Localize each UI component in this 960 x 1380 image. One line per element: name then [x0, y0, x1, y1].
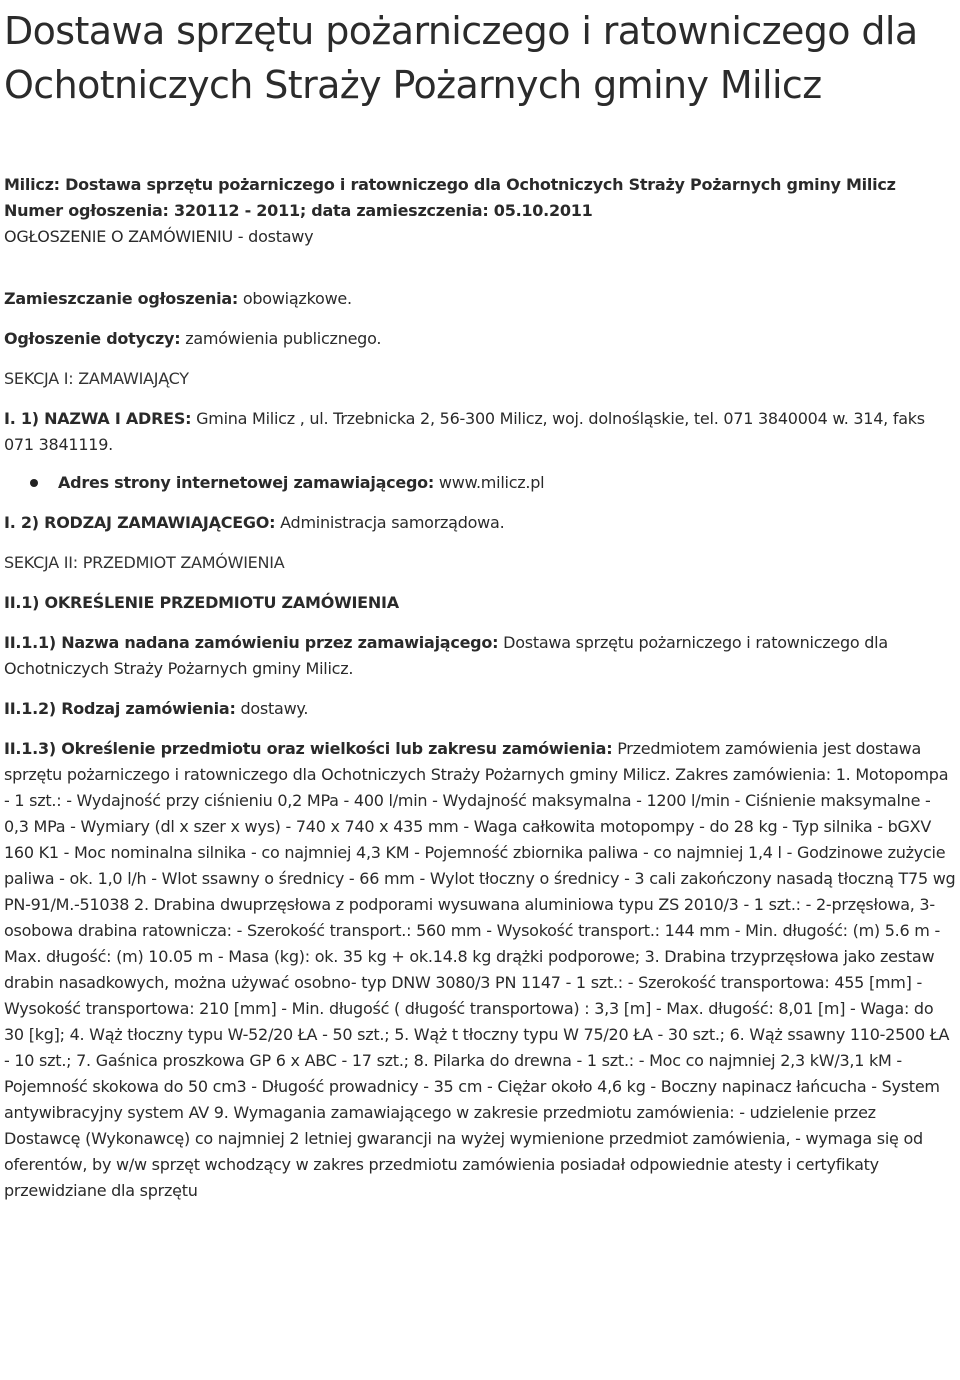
order-scope-value: Przedmiotem zamówienia jest dostawa sprzętu pożarniczego i ratowniczego dla Ochotniczych Straży Pożarnych gminy Milicz. Zakres zamówienia: 1. Motopompa - 1 szt.: - Wydajność przy ciśnieniu 0,2 MPa - 400 l/min - Wydajność maksymalna - 1200 l/min - Ciśnienie maksymalne - 0,3 MPa - Wymiary (dl x szer x wys) - 740 x 740 x 435 mm - Waga całkowita motopompy - do 28 kg - Typ silnika - bGXV 160 K1 - Moc nominalna silnika - co najmniej 4,3 KM - Pojemność zbiornika paliwa - co najmniej 1,4 l - Godzinowe zużycie paliwa - ok. 1,0 l/h - Wlot ssawny o średnicy - 66 mm - Wylot tłoczny o średnicy - 3 cali zakończony nasadą tłoczną T75 wg PN-91/M.-51038 2. Drabina dwuprzęsłowa z podporami wysuwana aluminiowa typu ZS 2010/3 - 1 szt.: - 2-przęsłowa, 3-osobowa drabina ratownicza: - Szerokość transport.: 560 mm - Wysokość transport.: 144 mm - Min. długość: (m) 5.6 m - Max. długość: (m) 10.05 m - Masa (kg): ok. 35 kg + ok.14.8 kg drążki podporowe; 3. Drabina trzyprzęsłowa jako zestaw drabin nasadkowych, można używać osobno- typ DNW 3080/3 PN 1147 - 1 szt.: - Szerokość transportowa: 455 [mm] - Wysokość transportowa: 210 [mm] - Min. długość ( długość transportowa) : 3,3 [m] - Max. długość: 8,01 [m] - Waga: do 30 [kg]; 4. Wąż tłoczny typu W-52/20 ŁA - 50 szt.; 5. Wąż t tłoczny typu W 75/20 ŁA - 30 szt.; 6. Wąż ssawny 110-2500 ŁA - 10 szt.; 7. Gaśnica proszkowa GP 6 x ABC - 17 szt.; 8. Pilarka do drewna - 1 szt.: - Moc co najmniej 2,3 kW/3,1 kM - Pojemność skokowa do 50 cm3 - Długość prowadnicy - 35 cm - Ciężar około 4,6 kg - Boczny napinacz łańcucha - System antywibracyjny system AV 9. Wymagania zamawiającego w zakresie przedmiotu zamówienia: - udzielenie przez Dostawcę (Wykonawcę) co najmniej 2 letniej gwarancji na wyżej wymienione przedmiot zamówienia, - wymaga się od oferentów, by w/w sprzęt wchodzący w zakres przedmiotu zamówienia posiadał odpowiednie atesty i certyfikaty przewidziane dla sprzętu [4, 739, 956, 1200]
notice-header [4, 172, 956, 250]
website-bullet [4, 470, 956, 496]
meta-dotyczy [4, 326, 956, 352]
order-kind-value: dostawy. [240, 699, 309, 718]
website-label: Adres strony internetowej zamawiającego: [58, 473, 435, 492]
section-2-name [4, 630, 956, 682]
order-name-label: II.1.1) Nazwa nadana zamówieniu przez zamawiającego: [4, 633, 499, 652]
section-2-scope [4, 736, 956, 1204]
header-line-2: Numer ogłoszenia: 320112 - 2011; data zamieszczenia: 05.10.2011 [4, 201, 593, 220]
section-2-kind [4, 696, 956, 722]
order-scope-label: II.1.3) Określenie przedmiotu oraz wielkości lub zakresu zamówienia: [4, 739, 613, 758]
type-value: Administracja samorządowa. [280, 513, 505, 532]
page-title: Dostawa sprzętu pożarniczego i ratowniczego dla Ochotniczych Straży Pożarnych gminy Milicz [4, 9, 918, 107]
section-1 [4, 366, 956, 536]
section-1-name-address [4, 406, 956, 458]
type-label: I. 2) RODZAJ ZAMAWIAJĄCEGO: [4, 513, 276, 532]
section-2 [4, 550, 956, 1204]
notice-meta [4, 286, 956, 352]
name-address-label: I. 1) NAZWA I ADRES: [4, 409, 192, 428]
order-kind-label: II.1.2) Rodzaj zamówienia: [4, 699, 236, 718]
section-2-subheading: II.1) OKREŚLENIE PRZEDMIOTU ZAMÓWIENIA [4, 593, 399, 612]
meta-zamieszczanie-label: Zamieszczanie ogłoszenia: [4, 289, 239, 308]
website-link[interactable]: www.milicz.pl [438, 473, 545, 492]
meta-dotyczy-value: zamówienia publicznego. [185, 329, 382, 348]
name-address-value: Gmina Milicz , ul. Trzebnicka 2, 56-300 Milicz, woj. dolnośląskie, tel. 071 3840004 w. 314, faks 071 3841119. [4, 409, 925, 454]
meta-zamieszczanie [4, 286, 956, 312]
meta-zamieszczanie-value: obowiązkowe. [242, 289, 352, 308]
header-line-3: OGŁOSZENIE O ZAMÓWIENIU - dostawy [4, 227, 314, 246]
meta-dotyczy-label: Ogłoszenie dotyczy: [4, 329, 181, 348]
bullet-icon [30, 479, 38, 487]
header-line-1: Milicz: Dostawa sprzętu pożarniczego i ratowniczego dla Ochotniczych Straży Pożarnych gminy Milicz [4, 175, 896, 194]
order-name-value: Dostawa sprzętu pożarniczego i ratowniczego dla Ochotniczych Straży Pożarnych gminy Milicz. [4, 633, 888, 678]
section-2-heading: SEKCJA II: PRZEDMIOT ZAMÓWIENIA [4, 553, 285, 572]
section-1-heading: SEKCJA I: ZAMAWIAJĄCY [4, 369, 189, 388]
section-1-type [4, 510, 956, 536]
document-page [4, 0, 956, 1204]
